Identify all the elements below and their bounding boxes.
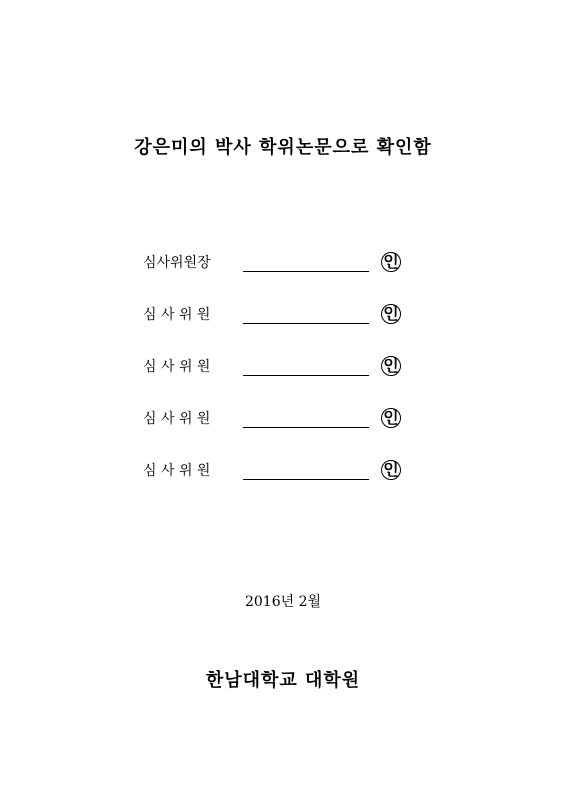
seal-mark: 인	[381, 356, 401, 376]
committee-role-label: 심 사 위 원	[143, 359, 211, 375]
seal-mark: 인	[381, 304, 401, 324]
committee-role-label: 심사위원장	[143, 255, 211, 271]
committee-row-member-2	[143, 324, 433, 376]
seal-mark: 인	[381, 252, 401, 272]
signature-line	[243, 305, 369, 324]
seal-mark: 인	[381, 460, 401, 480]
committee-row-member-4	[143, 428, 433, 480]
signature-line	[243, 461, 369, 480]
committee-signature-list	[143, 220, 433, 480]
committee-role-label: 심 사 위 원	[143, 463, 211, 479]
committee-row-chair	[143, 220, 433, 272]
committee-row-member-3	[143, 376, 433, 428]
signature-line	[243, 357, 369, 376]
committee-row-member-1	[143, 272, 433, 324]
approval-title: 강은미의 박사 학위논문으로 확인함	[134, 137, 432, 158]
university-name: 한남대학교 대학원	[205, 670, 361, 691]
committee-role-label: 심 사 위 원	[143, 411, 211, 427]
signature-line	[243, 253, 369, 272]
committee-role-label: 심 사 위 원	[143, 307, 211, 323]
signature-line	[243, 409, 369, 428]
approval-date: 2016년 2월	[244, 594, 322, 610]
seal-mark: 인	[381, 408, 401, 428]
